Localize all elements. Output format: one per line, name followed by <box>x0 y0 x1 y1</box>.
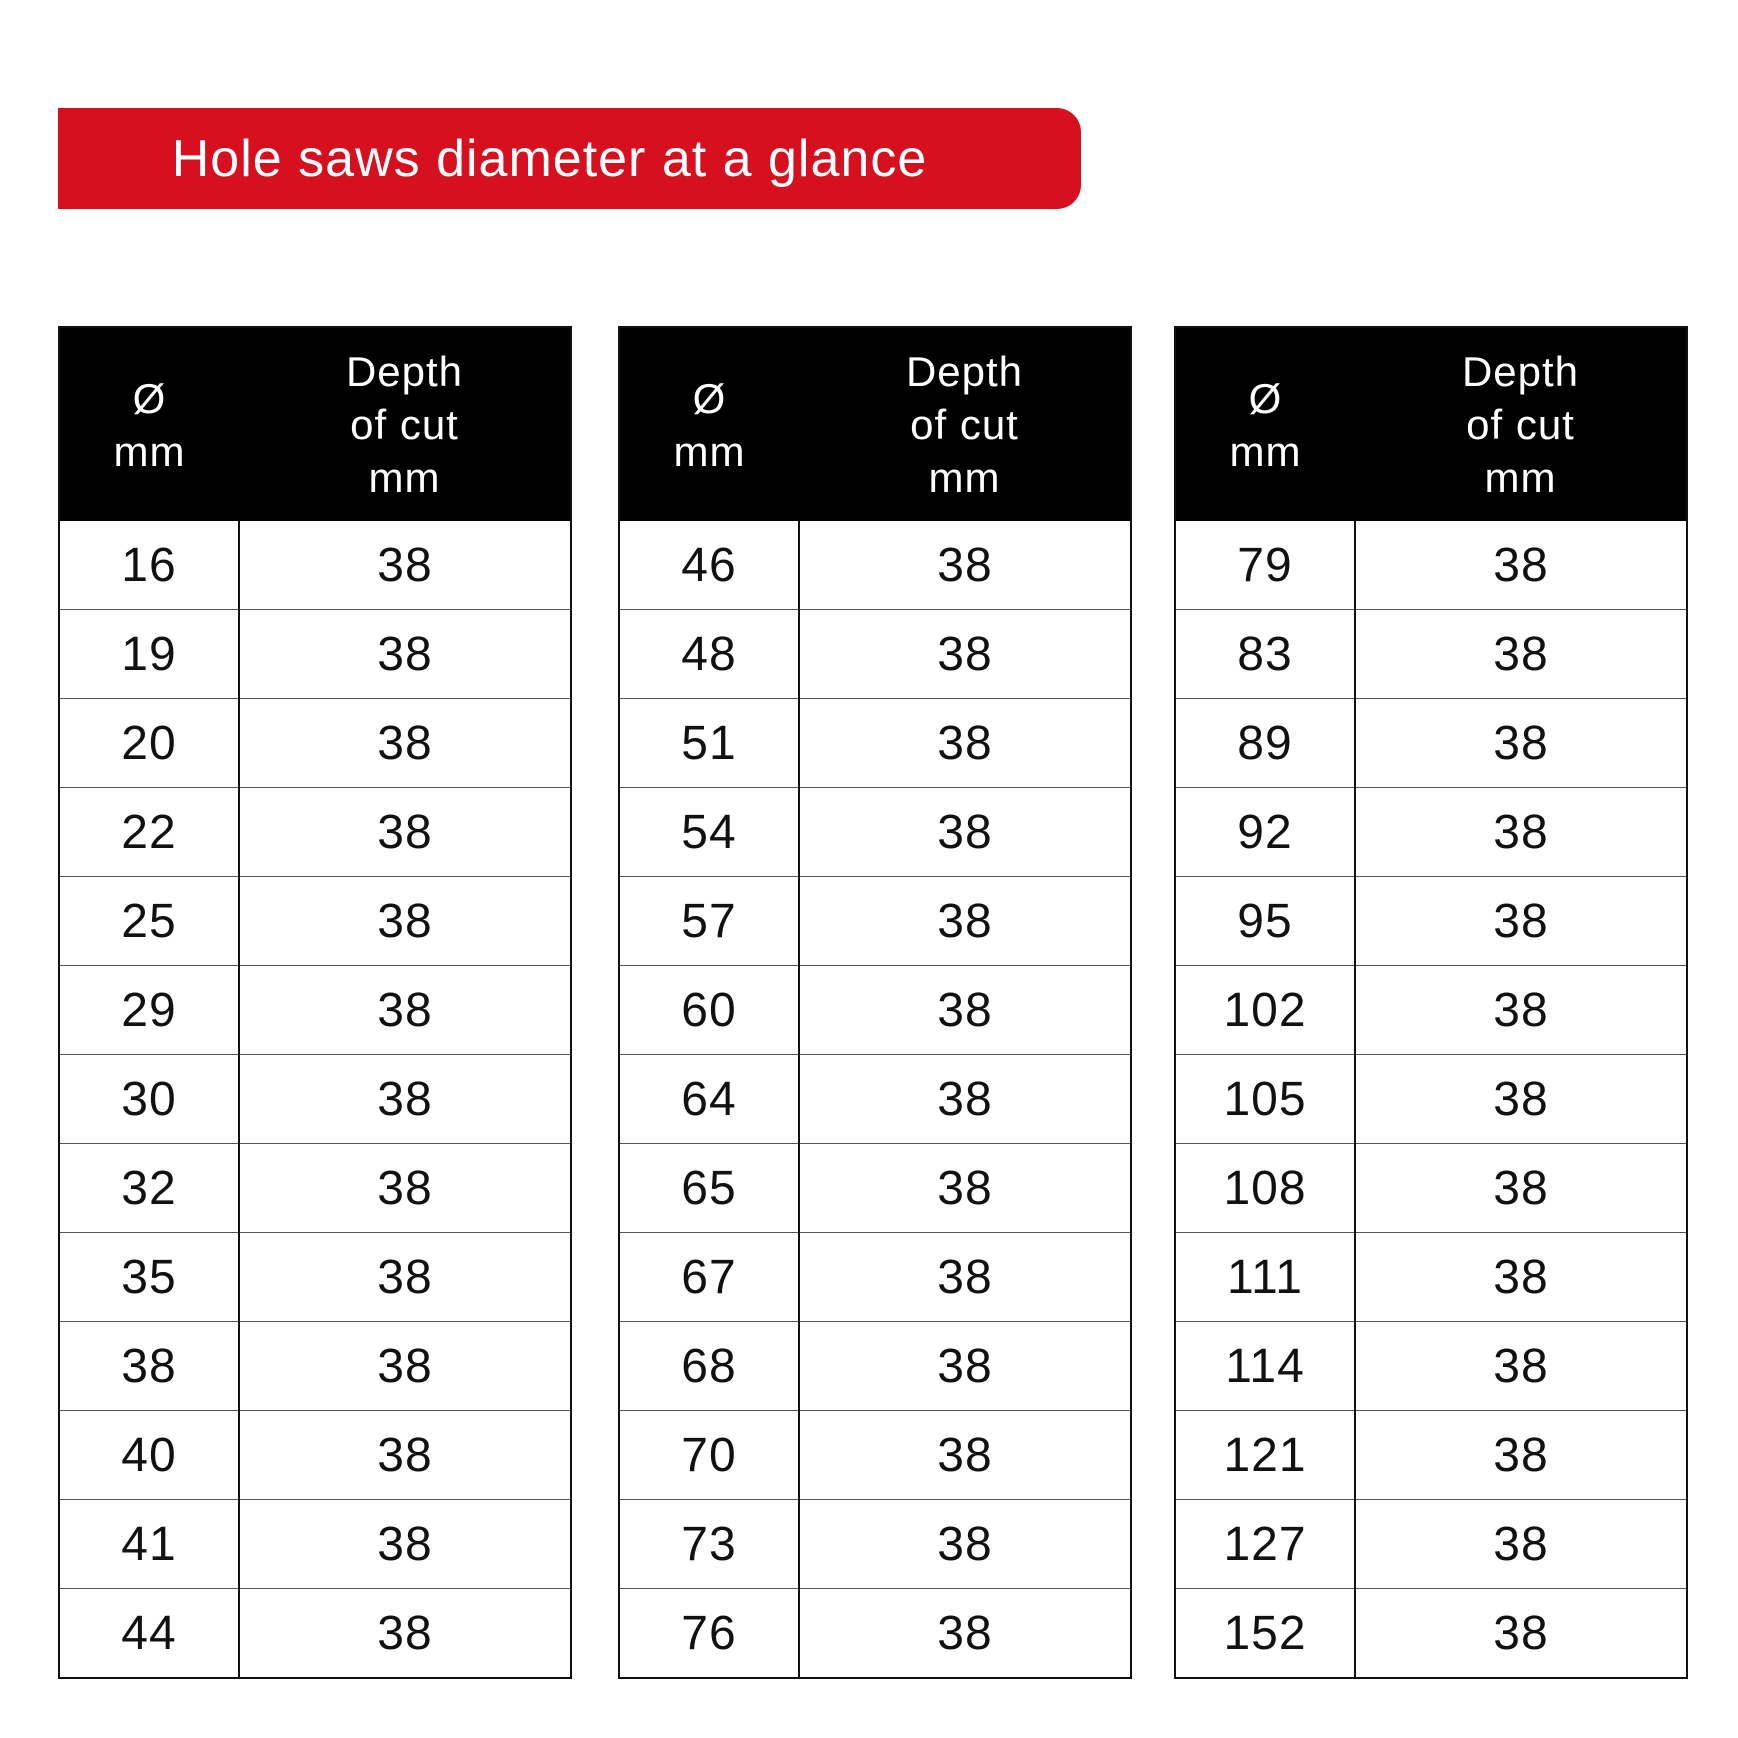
table-row <box>619 610 1131 699</box>
diameter-cell: 68 <box>619 1322 799 1411</box>
diameter-cell: 65 <box>619 1144 799 1233</box>
table-row <box>619 1589 1131 1679</box>
diameter-cell: 92 <box>1175 788 1355 877</box>
header-row <box>59 327 571 521</box>
depth-cell: 38 <box>239 1144 571 1233</box>
diameter-cell: 95 <box>1175 877 1355 966</box>
title-banner <box>58 108 1081 209</box>
table-row <box>59 1500 571 1589</box>
depth-header <box>239 327 571 521</box>
table-row <box>1175 699 1687 788</box>
diameter-cell: 79 <box>1175 521 1355 610</box>
diameter-cell: 20 <box>59 699 239 788</box>
depth-cell: 38 <box>799 877 1131 966</box>
depth-header <box>799 327 1131 521</box>
diameter-cell: 152 <box>1175 1589 1355 1679</box>
table-row <box>1175 1589 1687 1679</box>
table-row <box>1175 877 1687 966</box>
depth-cell: 38 <box>1355 1500 1687 1589</box>
diameter-cell: 114 <box>1175 1322 1355 1411</box>
table-row <box>59 1411 571 1500</box>
depth-cell: 38 <box>937 538 993 592</box>
diameter-cell: 76 <box>619 1589 799 1679</box>
depth-cell: 38 <box>799 1411 1131 1500</box>
table-row <box>1175 1322 1687 1411</box>
diameter-symbol: Ø <box>692 374 727 422</box>
depth-header-line-1: Depth <box>345 348 464 395</box>
table-row <box>1175 966 1687 1055</box>
table-row <box>59 699 571 788</box>
table-row <box>619 521 1131 610</box>
depth-cell: 38 <box>239 1411 571 1500</box>
page-title: Hole saws diameter at a glance <box>171 129 928 188</box>
depth-cell: 38 <box>377 538 433 592</box>
depth-header-line-2: of cut <box>350 401 459 448</box>
diameter-header <box>59 327 239 521</box>
depth-cell: 38 <box>1355 966 1687 1055</box>
table-row <box>1175 521 1687 610</box>
diameter-header <box>1175 327 1355 521</box>
table-row <box>59 788 571 877</box>
table-row <box>619 1144 1131 1233</box>
depth-cell: 38 <box>1355 788 1687 877</box>
depth-cell: 38 <box>799 1500 1131 1589</box>
depth-cell: 38 <box>1355 1055 1687 1144</box>
table-row <box>59 1589 571 1679</box>
depth-header-line-3: mm <box>928 454 1001 501</box>
size-table-3 <box>1174 326 1688 1679</box>
depth-cell: 38 <box>799 1233 1131 1322</box>
depth-cell: 38 <box>239 1589 571 1679</box>
depth-header-line-3: mm <box>1484 454 1557 501</box>
table-row <box>59 1233 571 1322</box>
depth-header-line-3: mm <box>368 454 441 501</box>
depth-cell: 38 <box>239 1322 571 1411</box>
diameter-cell: 46 <box>619 521 799 610</box>
diameter-cell: 40 <box>59 1411 239 1500</box>
diameter-cell: 89 <box>1175 699 1355 788</box>
table-row <box>59 966 571 1055</box>
depth-cell: 38 <box>799 1055 1131 1144</box>
depth-header-line-2: of cut <box>910 401 1019 448</box>
table-row <box>619 699 1131 788</box>
table-row <box>1175 1144 1687 1233</box>
depth-cell: 38 <box>799 966 1131 1055</box>
table-row <box>619 1322 1131 1411</box>
diameter-cell: 64 <box>619 1055 799 1144</box>
size-table-1 <box>58 326 572 1679</box>
depth-header-line-1: Depth <box>905 348 1024 395</box>
diameter-cell: 41 <box>59 1500 239 1589</box>
table-row <box>1175 788 1687 877</box>
diameter-cell: 38 <box>59 1322 239 1411</box>
depth-cell: 38 <box>1355 610 1687 699</box>
diameter-cell: 111 <box>1175 1233 1355 1322</box>
depth-cell: 38 <box>239 1233 571 1322</box>
depth-cell: 38 <box>1355 1233 1687 1322</box>
depth-header-line-1: Depth <box>1461 348 1580 395</box>
table-row <box>1175 1411 1687 1500</box>
diameter-cell: 108 <box>1175 1144 1355 1233</box>
table-row <box>619 1411 1131 1500</box>
diameter-unit: mm <box>113 427 186 475</box>
table-row <box>1175 1500 1687 1589</box>
depth-cell: 38 <box>239 1055 571 1144</box>
table-row <box>619 1500 1131 1589</box>
diameter-cell: 35 <box>59 1233 239 1322</box>
diameter-cell: 57 <box>619 877 799 966</box>
diameter-symbol: Ø <box>1248 374 1283 422</box>
diameter-cell: 73 <box>619 1500 799 1589</box>
diameter-cell: 60 <box>619 966 799 1055</box>
diameter-unit: mm <box>673 427 746 475</box>
depth-cell: 38 <box>799 610 1131 699</box>
diameter-cell: 22 <box>59 788 239 877</box>
depth-cell: 38 <box>239 966 571 1055</box>
depth-cell: 38 <box>799 699 1131 788</box>
depth-cell: 38 <box>1355 699 1687 788</box>
table-row <box>1175 610 1687 699</box>
depth-cell: 38 <box>1493 538 1549 592</box>
diameter-cell: 83 <box>1175 610 1355 699</box>
diameter-cell: 48 <box>619 610 799 699</box>
diameter-cell: 70 <box>619 1411 799 1500</box>
depth-header-line-2: of cut <box>1466 401 1575 448</box>
depth-cell: 38 <box>799 1322 1131 1411</box>
table-row <box>59 521 571 610</box>
depth-cell: 38 <box>239 788 571 877</box>
diameter-cell: 32 <box>59 1144 239 1233</box>
table-row <box>619 1233 1131 1322</box>
depth-cell: 38 <box>239 699 571 788</box>
diameter-cell: 51 <box>619 699 799 788</box>
table-row <box>619 788 1131 877</box>
depth-cell: 38 <box>239 877 571 966</box>
table-row <box>59 1144 571 1233</box>
diameter-cell: 44 <box>59 1589 239 1679</box>
diameter-cell: 102 <box>1175 966 1355 1055</box>
depth-header <box>1355 327 1687 521</box>
table-row <box>59 610 571 699</box>
table-row <box>1175 1233 1687 1322</box>
diameter-cell: 16 <box>59 521 239 610</box>
depth-cell: 38 <box>799 788 1131 877</box>
diameter-cell: 19 <box>59 610 239 699</box>
header-row <box>1175 327 1687 521</box>
depth-cell: 38 <box>1355 877 1687 966</box>
size-table-2 <box>618 326 1132 1679</box>
diameter-cell: 127 <box>1175 1500 1355 1589</box>
table-row <box>1175 1055 1687 1144</box>
table-row <box>619 966 1131 1055</box>
diameter-cell: 29 <box>59 966 239 1055</box>
depth-cell: 38 <box>799 1144 1131 1233</box>
header-row <box>619 327 1131 521</box>
table-row <box>59 877 571 966</box>
table-row <box>619 877 1131 966</box>
table-row <box>59 1322 571 1411</box>
depth-cell: 38 <box>1355 1144 1687 1233</box>
diameter-symbol: Ø <box>132 374 167 422</box>
depth-cell: 38 <box>1355 1589 1687 1679</box>
depth-cell: 38 <box>239 1500 571 1589</box>
diameter-header <box>619 327 799 521</box>
depth-cell: 38 <box>1355 1322 1687 1411</box>
depth-cell: 38 <box>239 610 571 699</box>
diameter-unit: mm <box>1229 427 1302 475</box>
depth-cell: 38 <box>1355 1411 1687 1500</box>
table-row <box>619 1055 1131 1144</box>
table-row <box>59 1055 571 1144</box>
diameter-cell: 105 <box>1175 1055 1355 1144</box>
diameter-cell: 67 <box>619 1233 799 1322</box>
depth-cell: 38 <box>799 1589 1131 1679</box>
diameter-cell: 30 <box>59 1055 239 1144</box>
diameter-cell: 121 <box>1175 1411 1355 1500</box>
diameter-cell: 54 <box>619 788 799 877</box>
diameter-cell: 25 <box>59 877 239 966</box>
